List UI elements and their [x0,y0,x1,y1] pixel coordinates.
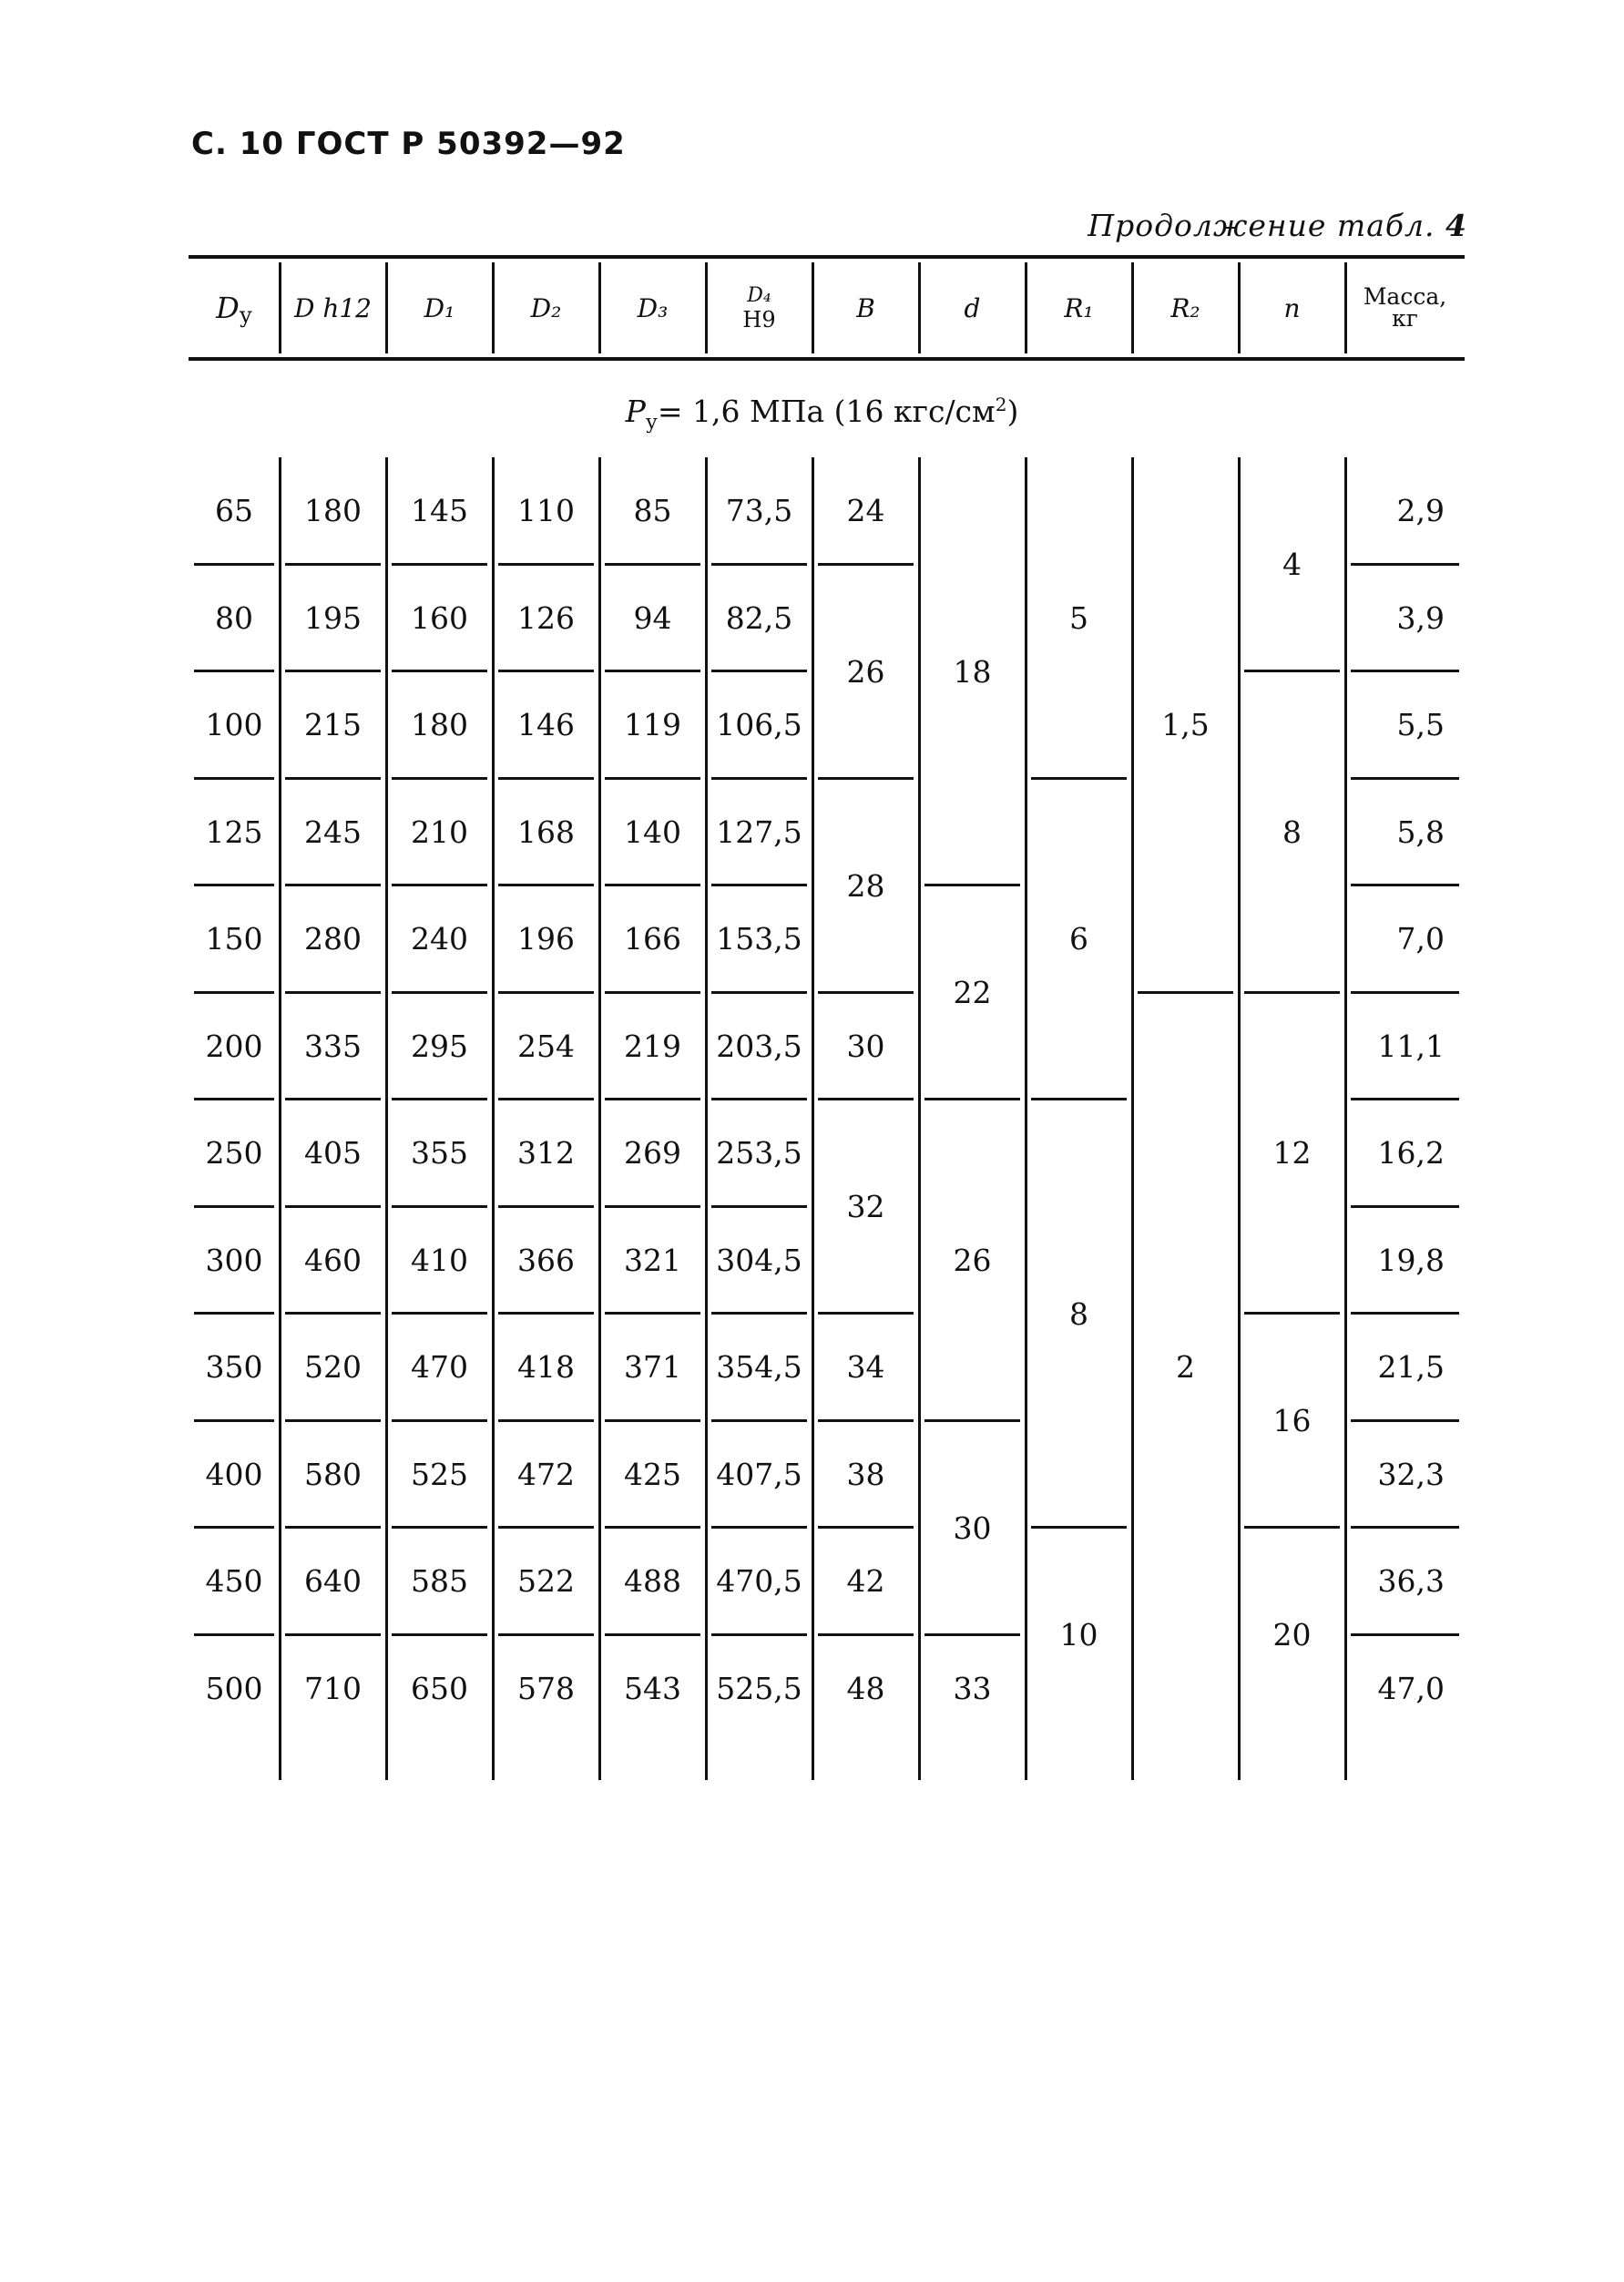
header-column-rule [705,262,708,353]
header-column-rule [918,262,921,353]
header-mass: Масса, кг [1363,283,1447,332]
header-d-h12: D h12 [293,292,372,323]
cell-dh12: 180 [304,493,362,529]
cell-d4: 304,5 [716,1242,802,1278]
cell-d1: 650 [411,1670,468,1706]
cell-b-group: 48 [846,1670,885,1706]
cell-n-group: 8 [1282,814,1302,850]
cell-dh12: 245 [304,814,362,850]
page-header: С. 10 ГОСТ Р 50392—92 [191,126,626,162]
cell-d3: 140 [624,814,681,850]
cell-n-group: 16 [1272,1403,1312,1438]
cell-d4: 407,5 [716,1456,802,1492]
cell-dh12: 520 [304,1349,362,1386]
cell-r1-group: 6 [1069,921,1088,957]
cell-d2: 472 [517,1456,575,1492]
cell-mass: 11,1 [1377,1028,1445,1064]
header-n: n [1283,292,1301,323]
cell-d-group: 26 [953,1242,992,1278]
cell-d-group: 18 [953,653,992,690]
cell-mass: 3,9 [1396,599,1445,636]
cell-dh12: 580 [304,1456,362,1492]
header-d4-h9: D₄ H9 [742,284,776,333]
cell-r2-group: 1,5 [1161,707,1210,743]
cell-dy: 150 [205,921,263,957]
cell-d2: 126 [517,599,575,636]
cell-d1: 585 [411,1563,468,1600]
cell-d1: 180 [411,707,468,743]
cell-dy: 300 [205,1242,263,1278]
cell-d-group: 30 [953,1509,992,1546]
header-d: d [964,292,981,323]
cell-d1: 295 [411,1028,468,1064]
cell-dh12: 215 [304,707,362,743]
cell-b-group: 42 [846,1563,885,1600]
cell-d1: 355 [411,1135,468,1172]
cell-r2-group: 2 [1176,1349,1195,1386]
cell-mass: 32,3 [1377,1456,1445,1492]
cell-d3: 119 [624,707,681,743]
cell-dh12: 195 [304,599,362,636]
cell-b-group: 28 [846,867,885,904]
cell-mass: 16,2 [1377,1135,1445,1172]
cell-b-group: 34 [846,1349,885,1386]
cell-d4: 73,5 [725,493,793,529]
cell-d4: 127,5 [716,814,802,850]
cell-d2: 418 [517,1349,575,1386]
cell-d1: 160 [411,599,468,636]
cell-d4: 470,5 [716,1563,802,1600]
cell-b-group: 30 [846,1028,885,1064]
cell-r1-group: 10 [1059,1617,1098,1653]
cell-mass: 2,9 [1396,493,1445,529]
cell-d4: 253,5 [716,1135,802,1172]
cell-d4: 525,5 [716,1670,802,1706]
cell-d3: 85 [633,493,672,529]
cell-dh12: 405 [304,1135,362,1172]
header-column-rule [1238,262,1241,353]
cell-d2: 196 [517,921,575,957]
cell-mass: 5,5 [1396,707,1445,743]
cell-dy: 350 [205,1349,263,1386]
cell-r1-group: 8 [1069,1295,1088,1332]
cell-mass: 7,0 [1396,921,1445,957]
cell-n-group: 12 [1272,1135,1312,1172]
cell-dy: 250 [205,1135,263,1172]
table-continuation-label [1088,208,1467,243]
cell-n-group: 4 [1282,547,1302,582]
header-column-rule [1131,262,1134,353]
cell-d1: 410 [411,1242,468,1278]
header-column-rule [1025,262,1027,353]
table-top-rule [189,255,1465,259]
header-d3: D₃ [637,292,669,323]
cell-d4: 106,5 [716,707,802,743]
cell-b-group: 38 [846,1456,885,1492]
cell-d3: 269 [624,1135,681,1172]
cell-d4: 203,5 [716,1028,802,1064]
cell-b-group: 32 [846,1189,885,1224]
cell-d3: 166 [624,921,681,957]
cell-b-group: 24 [846,493,885,529]
cell-dy: 80 [215,599,253,636]
cell-mass: 5,8 [1396,814,1445,850]
cell-dy: 400 [205,1456,263,1492]
cell-d4: 153,5 [716,921,802,957]
cell-d3: 321 [624,1242,681,1278]
header-d1: D₁ [424,292,455,323]
header-r2: R₂ [1170,292,1200,323]
cell-d1: 470 [411,1349,468,1386]
cell-n-group: 20 [1272,1617,1312,1653]
header-column-rule [1344,262,1347,353]
header-column-rule [385,262,388,353]
cell-d3: 425 [624,1456,681,1492]
cell-mass: 19,8 [1377,1242,1445,1278]
continuation-text: Продолжение табл. [1088,208,1435,243]
cell-d2: 522 [517,1563,575,1600]
header-b: B [856,292,875,323]
flange-dimensions-table [178,255,1466,1749]
cell-dy: 450 [205,1563,263,1600]
pressure-subtitle: $P_у= 1,6$ МПа (16 кгс/$см^2$) [625,394,1019,435]
cell-d4: 354,5 [716,1349,802,1386]
cell-dh12: 280 [304,921,362,957]
header-dy: D у [216,291,252,328]
cell-d3: 543 [624,1670,681,1706]
cell-d2: 146 [517,707,575,743]
cell-d2: 578 [517,1670,575,1706]
cell-d3: 488 [624,1563,681,1600]
cell-d-group: 22 [953,975,992,1010]
header-r1: R₁ [1064,292,1094,323]
cell-mass: 36,3 [1377,1563,1445,1600]
cell-b-group: 26 [846,653,885,690]
cell-d4: 82,5 [725,599,793,636]
cell-dh12: 460 [304,1242,362,1278]
cell-d3: 94 [633,599,672,636]
cell-dy: 500 [205,1670,263,1706]
cell-d3: 371 [624,1349,681,1386]
cell-mass: 47,0 [1377,1670,1445,1706]
cell-d2: 110 [517,493,575,529]
cell-d1: 240 [411,921,468,957]
table-header-rule [189,357,1465,361]
header-column-rule [492,262,495,353]
cell-d1: 210 [411,814,468,850]
header-d2: D₂ [530,292,562,323]
cell-dy: 100 [205,707,263,743]
cell-d1: 525 [411,1456,468,1492]
cell-dy: 125 [205,814,263,850]
cell-d3: 219 [624,1028,681,1064]
cell-dh12: 640 [304,1563,362,1600]
cell-r1-group: 5 [1069,599,1088,636]
header-column-rule [279,262,281,353]
cell-dy: 65 [215,493,253,529]
cell-d2: 312 [517,1135,575,1172]
cell-d1: 145 [411,493,468,529]
continuation-table-number: 4 [1445,208,1467,243]
cell-d2: 254 [517,1028,575,1064]
header-column-rule [598,262,601,353]
cell-mass: 21,5 [1377,1349,1445,1386]
cell-d-group: 33 [953,1670,992,1706]
cell-dh12: 710 [304,1670,362,1706]
cell-d2: 366 [517,1242,575,1278]
header-column-rule [812,262,814,353]
cell-dy: 200 [205,1028,263,1064]
cell-d2: 168 [517,814,575,850]
cell-dh12: 335 [304,1028,362,1064]
